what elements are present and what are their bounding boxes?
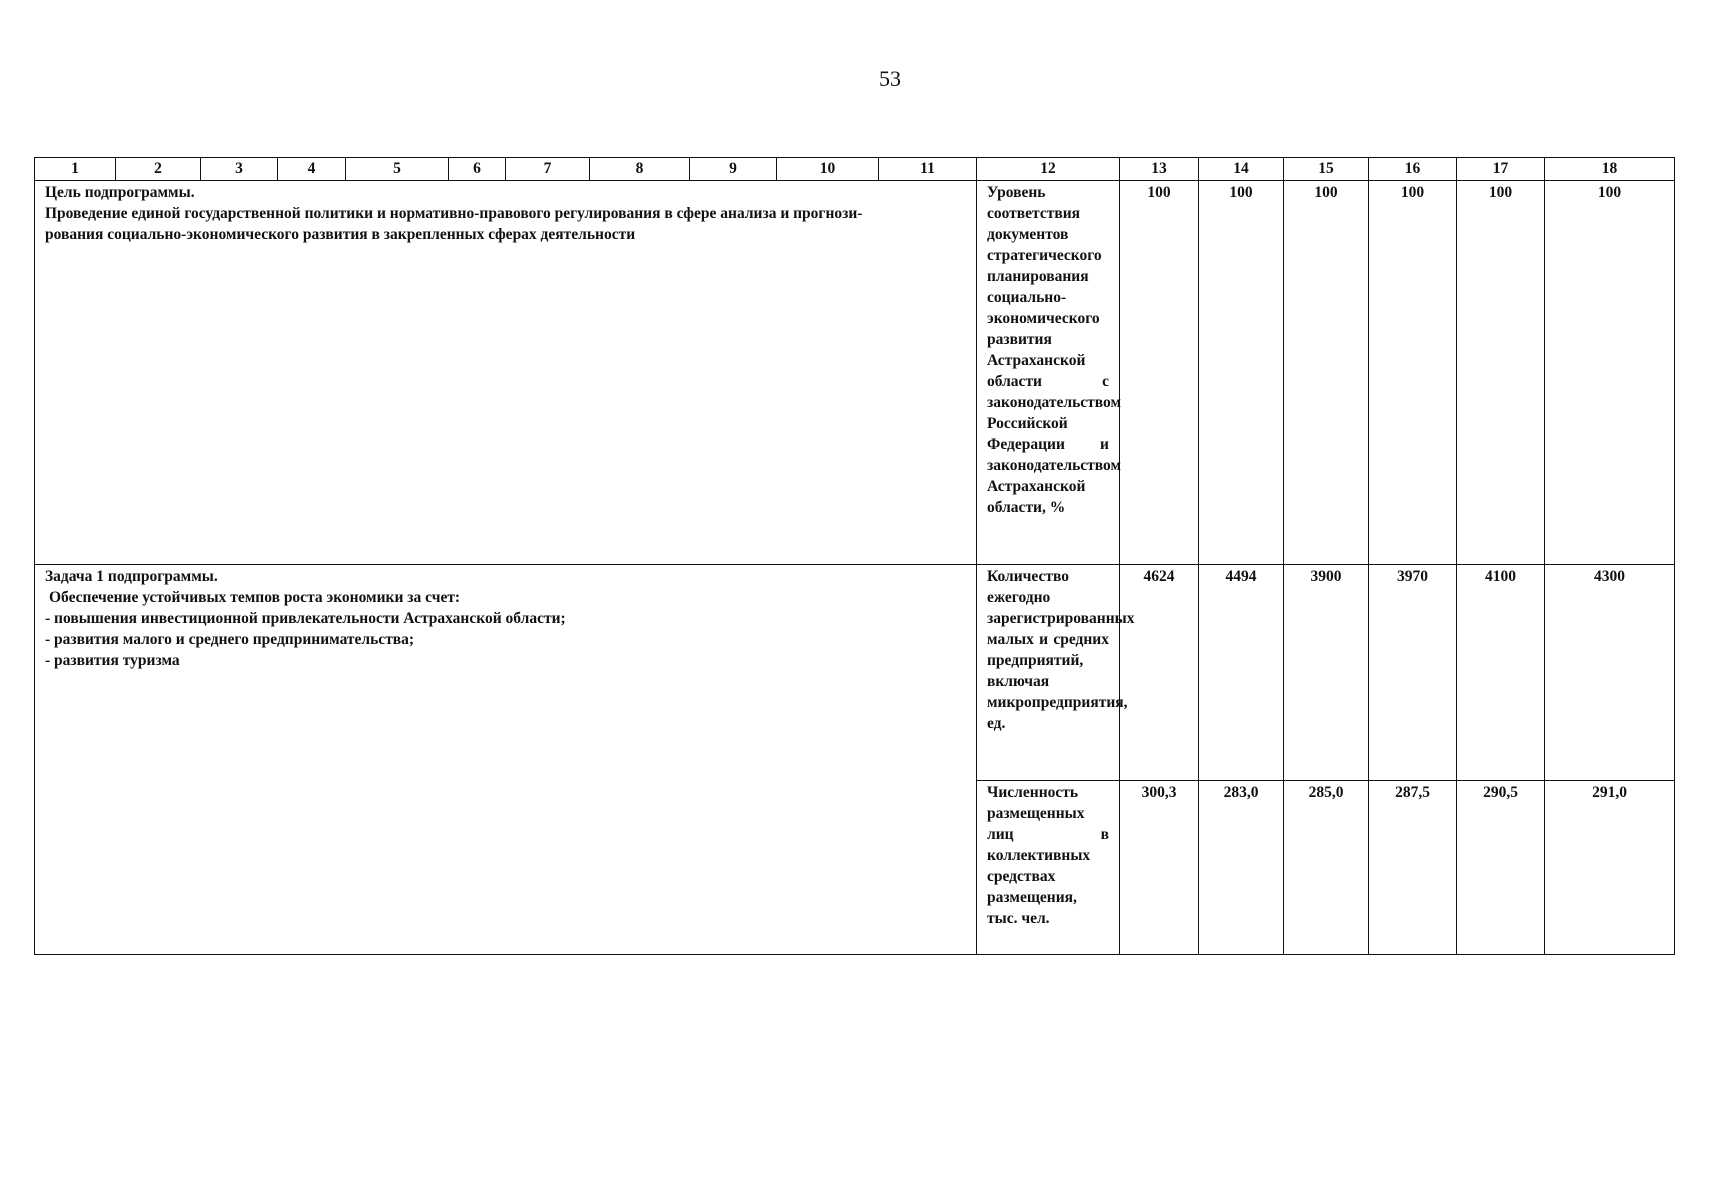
goal-value: 100	[1120, 181, 1199, 565]
column-header: 12	[977, 158, 1120, 181]
column-header: 2	[116, 158, 201, 181]
task1-indicator: Численность размещенных лиц в коллективных средствах размещения, тыс. чел.	[977, 781, 1120, 955]
task1-value: 4624	[1120, 565, 1199, 781]
column-header: 13	[1120, 158, 1199, 181]
task1-line: - развития туризма	[45, 652, 180, 669]
task1-value: 4100	[1457, 565, 1545, 781]
task1-indicator: Количество ежегодно зарегистрированных малых и средних предприятий, включая микропредприятия, ед.	[977, 565, 1120, 781]
task1-value: 290,5	[1457, 781, 1545, 955]
column-header: 1	[35, 158, 116, 181]
column-header: 11	[879, 158, 977, 181]
goal-value: 100	[1457, 181, 1545, 565]
task1-line: - повышения инвестиционной привлекательности Астраханской области;	[45, 610, 566, 627]
task1-cell	[35, 565, 977, 955]
column-header: 10	[777, 158, 879, 181]
task1-value: 3970	[1369, 565, 1457, 781]
goal-text-line: Проведение единой государственной политики и нормативно-правового регулирования в сфере анализа и прогнози-	[45, 205, 863, 222]
task1-value: 3900	[1284, 565, 1369, 781]
column-header: 3	[201, 158, 278, 181]
goal-value: 100	[1545, 181, 1675, 565]
column-header: 14	[1199, 158, 1284, 181]
task1-line: Обеспечение устойчивых темпов роста экономики за счет:	[49, 589, 461, 606]
goal-value: 100	[1284, 181, 1369, 565]
column-header: 4	[278, 158, 346, 181]
task1-value: 291,0	[1545, 781, 1675, 955]
column-header: 7	[506, 158, 590, 181]
goal-value: 100	[1369, 181, 1457, 565]
task1-value: 300,3	[1120, 781, 1199, 955]
task1-value: 4300	[1545, 565, 1675, 781]
column-header: 18	[1545, 158, 1675, 181]
goal-indicator: Уровень соответствия документов стратегического планирования социально-экономического развития Астраханской области с законодательством Российской Федерации и законодательством Астраханской области, %	[977, 181, 1120, 565]
task1-value: 283,0	[1199, 781, 1284, 955]
goal-title: Цель подпрограммы.	[45, 184, 195, 201]
goal-text-line: рования социально-экономического развития в закрепленных сферах деятельности	[45, 226, 636, 243]
column-header-row	[35, 158, 1675, 181]
goal-value: 100	[1199, 181, 1284, 565]
column-header: 15	[1284, 158, 1369, 181]
goal-cell	[35, 181, 977, 565]
indicators-table	[34, 157, 1675, 955]
column-header: 9	[690, 158, 777, 181]
task1-value: 4494	[1199, 565, 1284, 781]
column-header: 5	[346, 158, 449, 181]
task1-line: - развития малого и среднего предпринимательства;	[45, 631, 415, 648]
task1-row-1	[35, 565, 1675, 781]
task1-title: Задача 1 подпрограммы.	[45, 568, 218, 585]
column-header: 16	[1369, 158, 1457, 181]
column-header: 8	[590, 158, 690, 181]
task1-value: 287,5	[1369, 781, 1457, 955]
page-number: 53	[879, 66, 901, 91]
goal-row	[35, 181, 1675, 565]
column-header: 17	[1457, 158, 1545, 181]
column-header: 6	[449, 158, 506, 181]
task1-value: 285,0	[1284, 781, 1369, 955]
